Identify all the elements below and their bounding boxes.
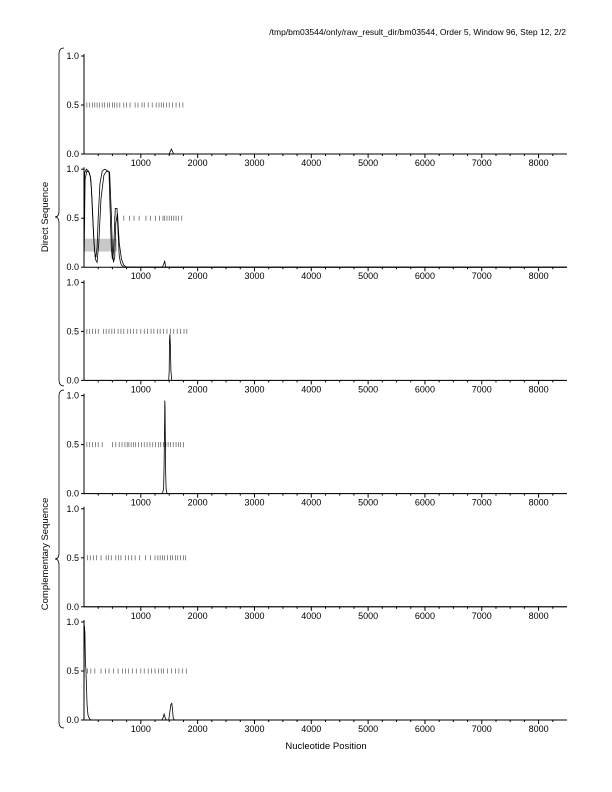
y-tick-label: 0.5 xyxy=(66,666,79,676)
y-tick-label: 0.5 xyxy=(66,100,79,110)
panels xyxy=(66,51,567,734)
group-label-direct: Direct Sequence xyxy=(40,181,51,253)
x-tick-label: 8000 xyxy=(528,497,549,508)
file-header: /tmp/bm03544/only/raw_result_dir/bm03544, Order 5, Window 96, Step 12, 2/2 xyxy=(269,27,566,37)
x-tick-label: 1000 xyxy=(130,724,151,734)
y-tick-label: 0.0 xyxy=(66,715,79,725)
x-tick-label: 5000 xyxy=(358,724,379,734)
x-tick-label: 2000 xyxy=(187,497,208,508)
panel-1 xyxy=(66,51,567,168)
x-tick-label: 1000 xyxy=(130,158,151,168)
y-tick-label: 0.0 xyxy=(66,262,79,273)
x-tick-label: 4000 xyxy=(301,610,322,621)
x-tick-label: 1000 xyxy=(130,497,151,508)
y-tick-label: 1.0 xyxy=(66,617,79,627)
x-tick-label: 2000 xyxy=(187,158,208,168)
x-tick-label: 1000 xyxy=(130,610,151,621)
x-tick-label: 3000 xyxy=(244,158,265,168)
y-tick-label: 0.0 xyxy=(66,375,79,386)
x-tick-label: 5000 xyxy=(358,271,379,282)
x-tick-label: 5000 xyxy=(358,497,379,508)
series-line-1 xyxy=(84,401,567,494)
x-tick-label: 2000 xyxy=(187,384,208,395)
panel-3 xyxy=(66,277,567,394)
series-line-2 xyxy=(84,171,567,267)
brace-direct xyxy=(55,48,64,386)
x-tick-label: 6000 xyxy=(414,497,435,508)
x-tick-label: 8000 xyxy=(528,158,549,168)
x-tick-label: 8000 xyxy=(528,724,549,734)
y-tick-label: 1.0 xyxy=(66,277,79,288)
series-line-1 xyxy=(84,625,567,720)
brace-complementary xyxy=(55,390,64,728)
x-tick-label: 4000 xyxy=(301,271,322,282)
x-tick-label: 3000 xyxy=(244,610,265,621)
x-tick-label: 2000 xyxy=(187,610,208,621)
x-tick-label: 6000 xyxy=(414,610,435,621)
x-tick-label: 7000 xyxy=(471,724,492,734)
x-tick-label: 3000 xyxy=(244,384,265,395)
panel-6 xyxy=(66,617,567,734)
y-tick-label: 0.5 xyxy=(66,439,79,450)
y-tick-label: 1.0 xyxy=(66,503,79,514)
x-tick-label: 4000 xyxy=(301,724,322,734)
y-tick-label: 1.0 xyxy=(66,51,79,61)
y-tick-label: 0.0 xyxy=(66,488,79,499)
y-tick-label: 0.0 xyxy=(66,601,79,612)
group-label-complementary: Complementary Sequence xyxy=(40,497,51,611)
panel-2 xyxy=(66,164,567,281)
x-tick-label: 7000 xyxy=(471,271,492,282)
series-line-1 xyxy=(84,149,567,154)
y-tick-label: 0.0 xyxy=(66,149,79,159)
x-tick-label: 7000 xyxy=(471,497,492,508)
y-tick-label: 0.5 xyxy=(66,552,79,563)
x-tick-label: 7000 xyxy=(471,610,492,621)
group-braces xyxy=(55,48,64,728)
x-tick-label: 8000 xyxy=(528,384,549,395)
series-line-1 xyxy=(84,334,567,380)
x-tick-label: 6000 xyxy=(414,384,435,395)
x-tick-label: 5000 xyxy=(358,384,379,395)
x-tick-label: 3000 xyxy=(244,271,265,282)
x-tick-label: 3000 xyxy=(244,724,265,734)
x-tick-label: 2000 xyxy=(187,271,208,282)
x-axis-label: Nucleotide Position xyxy=(285,741,367,752)
x-tick-label: 1000 xyxy=(130,384,151,395)
x-tick-label: 4000 xyxy=(301,158,322,168)
x-tick-label: 6000 xyxy=(414,158,435,168)
x-tick-label: 5000 xyxy=(358,610,379,621)
x-tick-label: 4000 xyxy=(301,384,322,395)
x-tick-label: 2000 xyxy=(187,724,208,734)
y-tick-label: 1.0 xyxy=(66,390,79,401)
x-tick-label: 7000 xyxy=(471,384,492,395)
y-tick-label: 0.5 xyxy=(66,213,79,224)
x-tick-label: 8000 xyxy=(528,271,549,282)
series-line-1 xyxy=(84,169,567,267)
x-tick-label: 6000 xyxy=(414,724,435,734)
y-tick-label: 0.5 xyxy=(66,326,79,337)
x-tick-label: 5000 xyxy=(358,158,379,168)
x-tick-label: 8000 xyxy=(528,610,549,621)
x-tick-label: 1000 xyxy=(130,271,151,282)
panel-5 xyxy=(66,504,567,621)
x-tick-label: 6000 xyxy=(414,271,435,282)
x-tick-label: 7000 xyxy=(471,158,492,168)
x-tick-label: 4000 xyxy=(301,497,322,508)
y-tick-label: 1.0 xyxy=(66,164,79,175)
x-tick-label: 3000 xyxy=(244,497,265,508)
panel-4 xyxy=(66,391,567,508)
